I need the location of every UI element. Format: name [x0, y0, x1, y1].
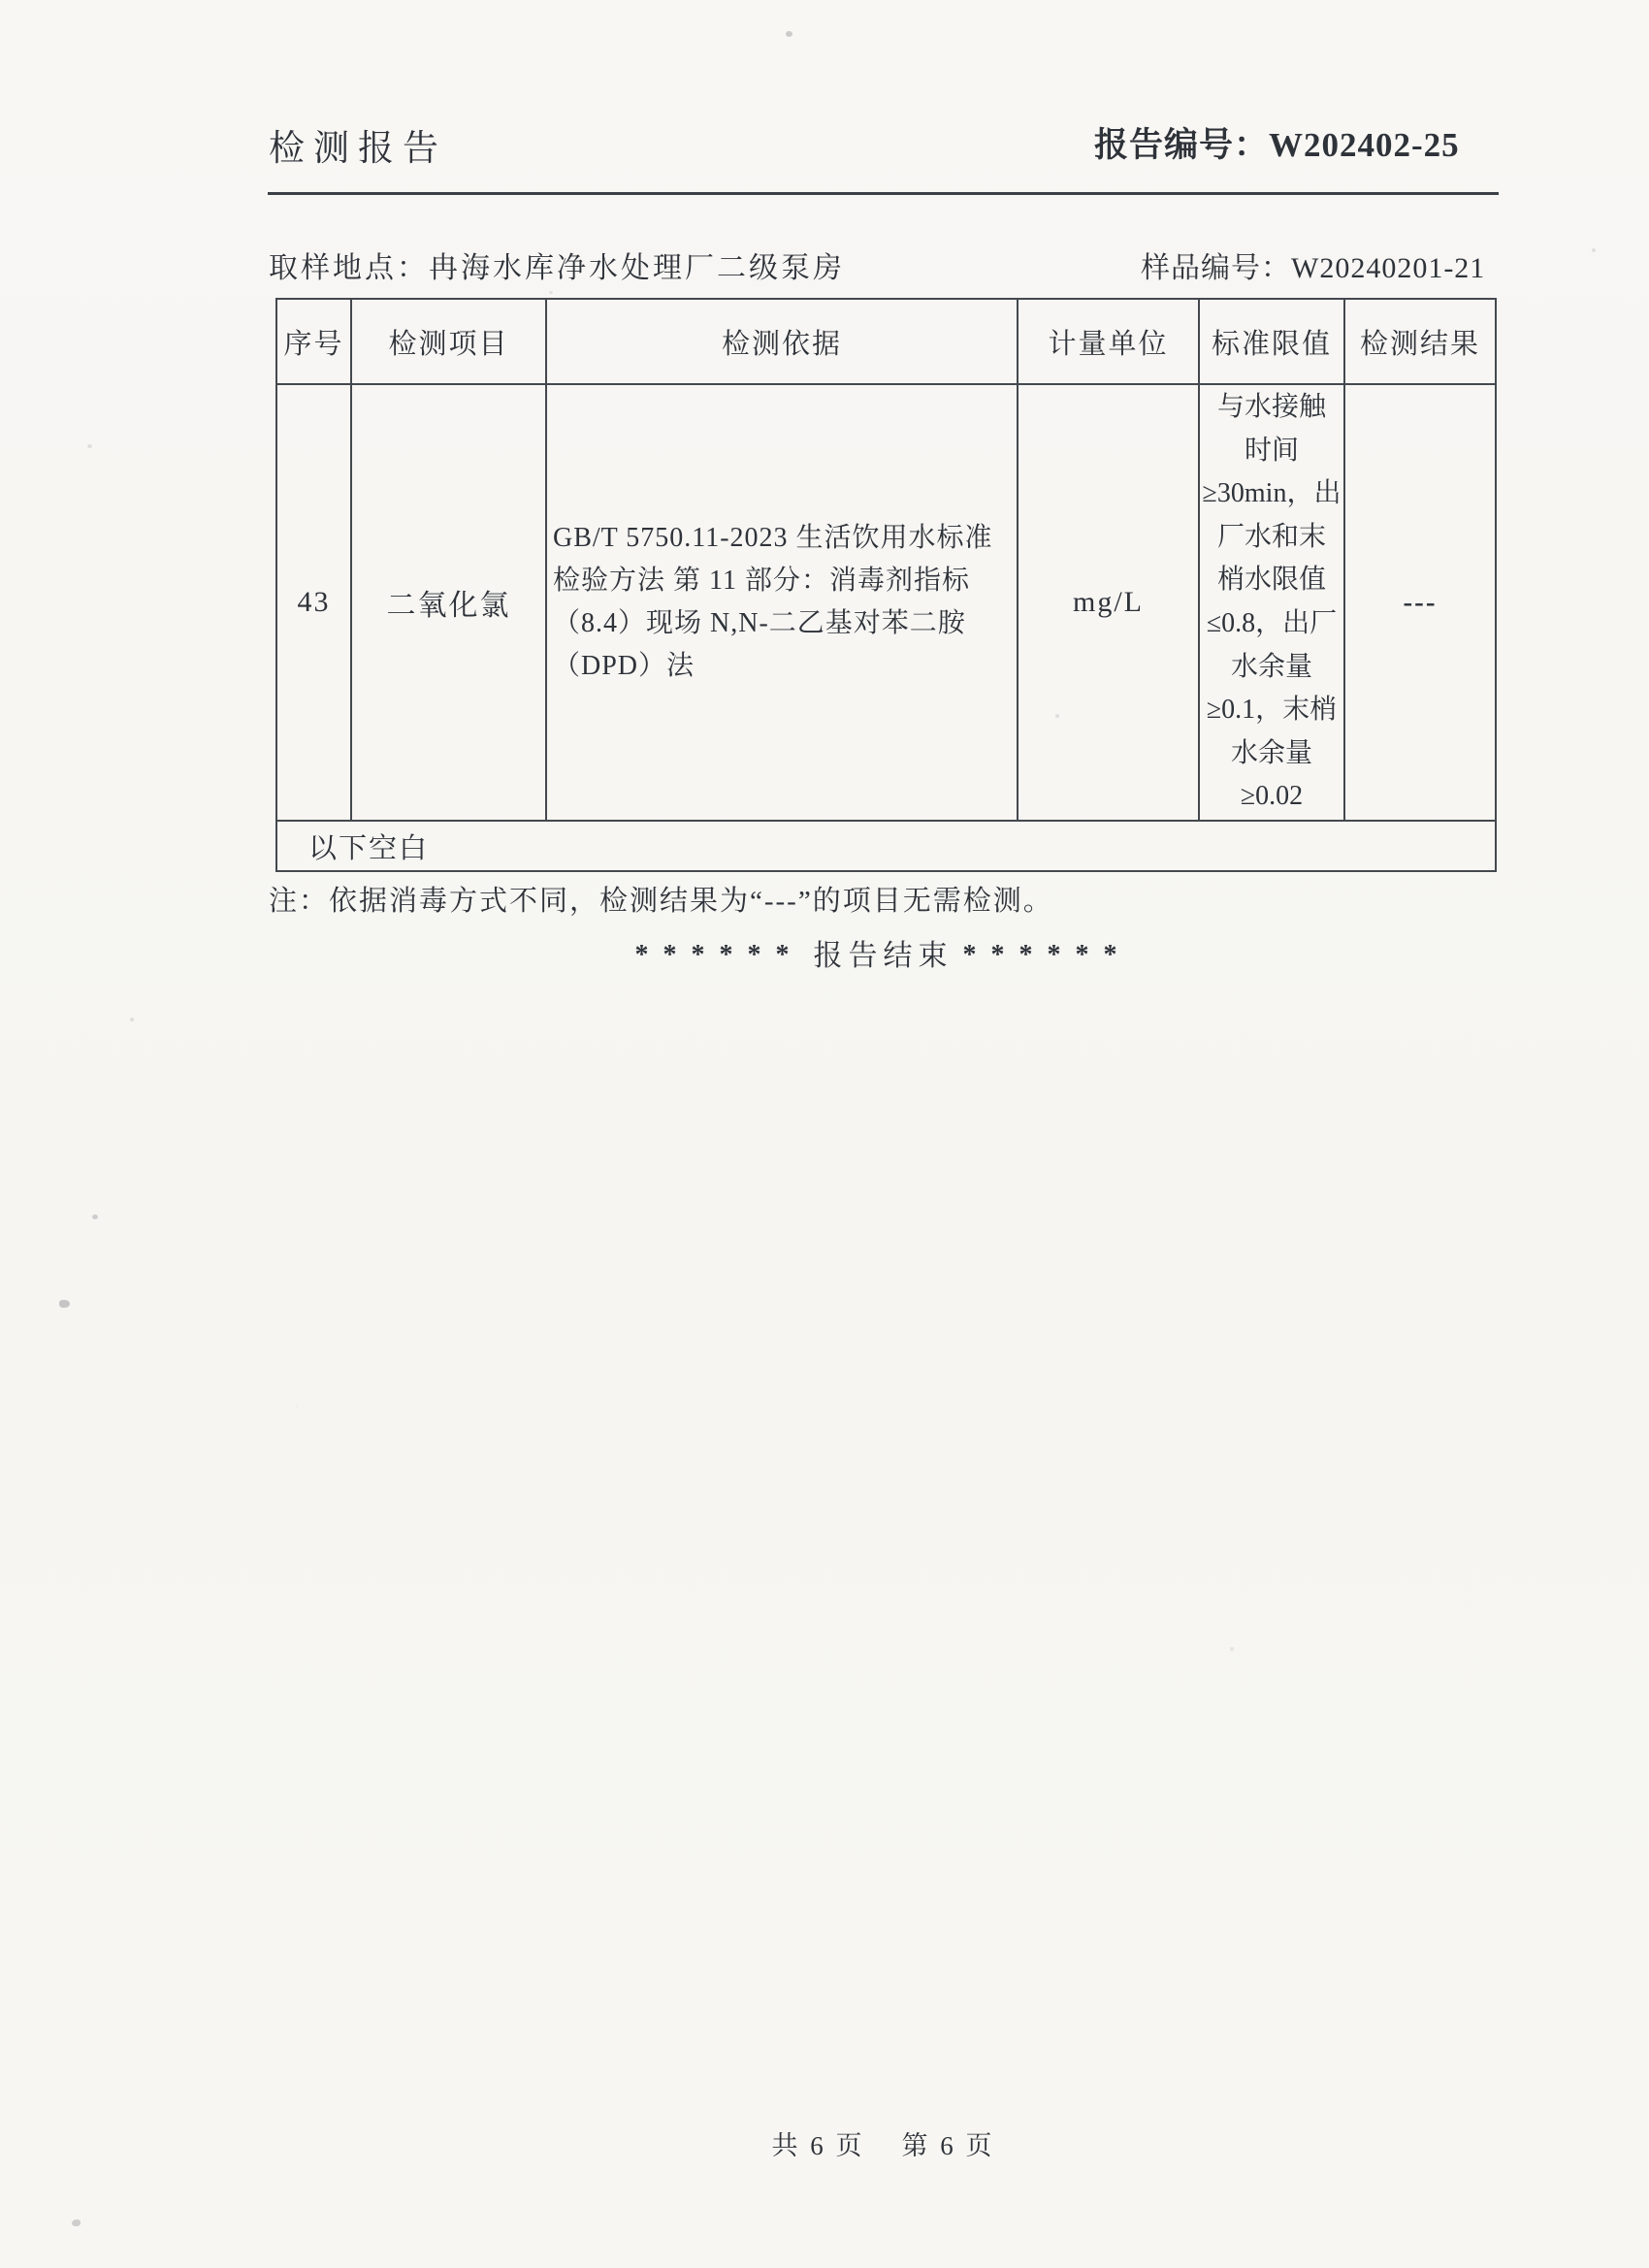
- limit-line: ≥0.02: [1240, 781, 1304, 812]
- limit-line: 时间: [1244, 435, 1299, 466]
- column-header-item: 检测项目: [350, 300, 545, 383]
- limit-line: 与水接触: [1216, 392, 1326, 423]
- scan-speck: [1230, 1647, 1234, 1651]
- limit-line: 水余量: [1230, 651, 1312, 682]
- limit-line: 梢水限值: [1216, 565, 1326, 596]
- column-header-limit: 标准限值: [1198, 300, 1343, 383]
- scan-speck: [72, 2219, 81, 2226]
- column-header-result: 检测结果: [1343, 300, 1495, 383]
- page-title: 检测报告: [269, 129, 447, 169]
- sample-number-label: 样品编号：: [1141, 252, 1291, 284]
- limit-line: ≥0.1，末梢: [1206, 695, 1338, 726]
- sample-number-value: W20240201-21: [1291, 252, 1486, 284]
- stars-left: ******: [634, 940, 804, 970]
- limit-line: ≤0.8，出厂: [1206, 608, 1338, 638]
- row-basis-text: GB/T 5750.11-2023 生活饮用水标准检验方法 第 11 部分：消毒剂指标（8.4）现场 N,N-二乙基对苯二胺（DPD）法: [553, 523, 993, 681]
- page-footer: [268, 2124, 1499, 2162]
- scan-speck: [549, 291, 553, 294]
- scan-speck: [87, 444, 92, 448]
- scan-speck: [92, 1215, 98, 1219]
- limit-line: 厂水和末: [1216, 521, 1326, 552]
- row-limit: [1198, 383, 1343, 820]
- row-seq: 43: [277, 383, 350, 820]
- current-page: 第 6 页: [901, 2131, 995, 2160]
- scan-speck: [1055, 714, 1059, 718]
- sample-number-line: [1141, 243, 1485, 286]
- results-table: [275, 298, 1497, 872]
- report-end-text: 报告结束: [813, 940, 954, 972]
- total-pages: 共 6 页: [771, 2131, 865, 2160]
- sampling-location-line: [269, 243, 845, 286]
- row-basis: [545, 383, 1017, 820]
- scan-speck: [130, 1018, 134, 1021]
- column-header-unit: 计量单位: [1017, 300, 1198, 383]
- scan-speck: [1592, 248, 1596, 252]
- row-item: 二氧化氯: [350, 383, 545, 820]
- footnote: 注：依据消毒方式不同，检测结果为“---”的项目无需检测。: [269, 886, 1053, 917]
- scan-speck: [59, 1300, 70, 1308]
- blank-filler-row: 以下空白: [277, 820, 1495, 870]
- report-number-line: [1094, 118, 1460, 167]
- row-unit: mg/L: [1017, 383, 1198, 820]
- limit-line: 水余量: [1230, 737, 1312, 768]
- header-divider: [268, 192, 1499, 195]
- column-header-seq: 序号: [283, 328, 344, 360]
- report-number-value: W202402-25: [1269, 126, 1460, 164]
- limit-line: ≥30min，出: [1202, 478, 1342, 509]
- stars-right: ******: [962, 940, 1132, 970]
- row-result: ---: [1343, 383, 1495, 820]
- column-header-basis: 检测依据: [545, 300, 1017, 383]
- report-end-line: [268, 931, 1499, 974]
- sampling-location-value: 冉海水库净水处理厂二级泵房: [429, 252, 845, 284]
- sampling-location-label: 取样地点：: [269, 252, 429, 284]
- report-number-label: 报告编号：: [1094, 126, 1270, 164]
- scan-speck: [786, 31, 792, 37]
